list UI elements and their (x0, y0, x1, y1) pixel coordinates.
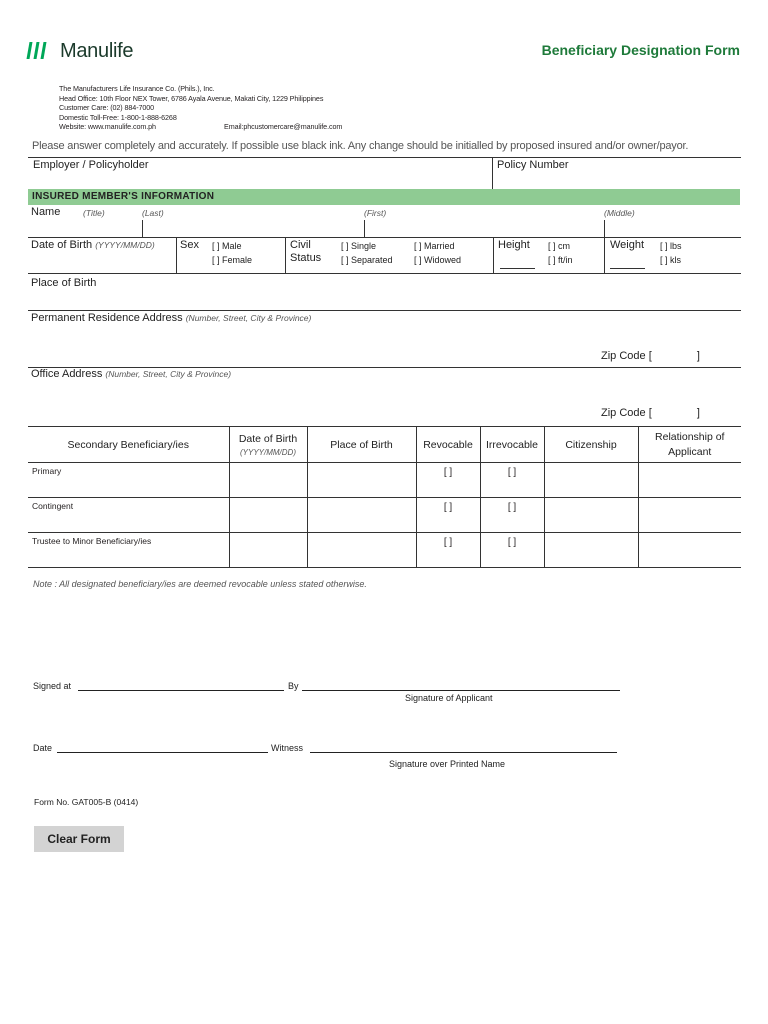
zip-close: ] (696, 350, 700, 362)
col-dob-label: Date of Birth (238, 432, 298, 445)
dob-format-hint: (YYYY/MM/DD) (95, 240, 155, 250)
form-title: Beneficiary Designation Form (541, 42, 740, 58)
weight-kls-option[interactable]: [ ] kls (660, 255, 682, 265)
irrevocable-checkbox[interactable]: [ ] (480, 533, 544, 568)
date-label: Date (33, 743, 53, 753)
table-row (28, 533, 741, 568)
instructions: Please answer completely and accurately. If possible use black ink. Any change should be initialled by proposed insured and/or owner/payor. (32, 140, 689, 152)
address-hint: (Number, Street, City & Province) (105, 369, 232, 379)
revocable-checkbox[interactable]: [ ] (416, 498, 480, 533)
head-office: Head Office: 10th Floor NEX Tower, 6786 Ayala Avenue, Makati City, 1229 Philippines (59, 93, 324, 103)
divider (28, 310, 741, 311)
by-label: By (288, 681, 299, 691)
clear-form-button[interactable]: Clear Form (34, 826, 124, 852)
dob-cell[interactable] (229, 463, 307, 498)
col-dob-format: (YYYY/MM/DD) (240, 447, 296, 457)
divider (28, 237, 741, 238)
citizenship-cell[interactable] (544, 463, 638, 498)
citizenship-cell[interactable] (544, 498, 638, 533)
revocable-checkbox[interactable]: [ ] (416, 533, 480, 568)
name-middle-hint: (Middle) (604, 208, 635, 218)
date-line[interactable] (57, 752, 268, 753)
form-number: Form No. GAT005-B (0414) (34, 797, 139, 807)
place-cell[interactable] (307, 498, 416, 533)
col-relationship: Relationship of Applicant (638, 427, 741, 463)
height-label: Height (498, 239, 530, 251)
civil-label-line1: Civil (290, 239, 311, 251)
sex-male-option[interactable]: [ ] Male (212, 241, 242, 251)
row-label: Primary (28, 463, 229, 498)
weight-label: Weight (610, 239, 645, 251)
divider (493, 237, 494, 273)
col-beneficiary: Secondary Beneficiary/ies (28, 427, 229, 463)
col-place-of-birth: Place of Birth (307, 427, 416, 463)
sex-label: Sex (180, 239, 199, 251)
divider (285, 237, 286, 273)
divider (364, 220, 365, 237)
height-input-line[interactable] (500, 268, 535, 269)
dob-cell[interactable] (229, 533, 307, 568)
civil-widowed-option[interactable]: [ ] Widowed (414, 255, 462, 265)
civil-married-option[interactable]: [ ] Married (414, 241, 455, 251)
divider (492, 157, 493, 189)
divider (604, 220, 605, 237)
name-last-hint: (Last) (142, 208, 164, 218)
divider (28, 273, 741, 274)
relationship-cell[interactable] (638, 498, 741, 533)
civil-single-option[interactable]: [ ] Single (341, 241, 377, 251)
customer-care: Customer Care: (02) 884-7000 (59, 103, 155, 113)
civil-separated-option[interactable]: [ ] Separated (341, 255, 393, 265)
logo-mark-icon (26, 42, 48, 60)
col-citizenship: Citizenship (544, 427, 638, 463)
divider (176, 237, 177, 273)
civil-label-line2: Status (290, 252, 322, 264)
residence-label-text: Permanent Residence Address (31, 312, 183, 324)
witness-signature-caption: Signature over Printed Name (389, 759, 506, 769)
row-label: Trustee to Minor Beneficiary/ies (28, 533, 229, 568)
divider (604, 237, 605, 273)
email: Email:phcustomercare@manulife.com (224, 122, 343, 131)
address-hint: (Number, Street, City & Province) (185, 313, 312, 323)
civil-status-label (290, 239, 321, 265)
col-irrevocable: Irrevocable (480, 427, 544, 463)
signed-at-line[interactable] (78, 690, 284, 691)
sex-female-option[interactable]: [ ] Female (212, 255, 253, 265)
witness-signature-line[interactable] (310, 752, 617, 753)
table-row (28, 498, 741, 533)
office-address-label (31, 368, 231, 380)
place-cell[interactable] (307, 463, 416, 498)
relationship-cell[interactable] (638, 533, 741, 568)
note: Note : All designated beneficiary/ies are deemed revocable unless stated otherwise. (33, 579, 367, 589)
manulife-logo (26, 41, 156, 63)
citizenship-cell[interactable] (544, 533, 638, 568)
office-zip-code[interactable] (601, 407, 700, 419)
policy-number-label: Policy Number (497, 159, 569, 171)
dob-label (31, 239, 155, 251)
section-title: INSURED MEMBER'S INFORMATION (32, 191, 215, 202)
height-ftin-option[interactable]: [ ] ft/in (548, 255, 573, 265)
employer-label: Employer / Policyholder (33, 159, 149, 171)
brand-name: Manulife (60, 40, 134, 62)
irrevocable-checkbox[interactable]: [ ] (480, 498, 544, 533)
dob-cell[interactable] (229, 498, 307, 533)
revocable-checkbox[interactable]: [ ] (416, 463, 480, 498)
applicant-signature-line[interactable] (302, 690, 620, 691)
zip-label: Zip Code [ (601, 407, 652, 419)
signed-at-label: Signed at (33, 681, 72, 691)
divider (142, 220, 143, 237)
height-cm-option[interactable]: [ ] cm (548, 241, 570, 251)
beneficiary-table (28, 426, 741, 568)
place-of-birth-label: Place of Birth (31, 277, 97, 289)
irrevocable-checkbox[interactable]: [ ] (480, 463, 544, 498)
residence-address-label (31, 312, 311, 324)
col-dob (229, 427, 307, 463)
table-header-row (28, 427, 741, 463)
dob-label-text: Date of Birth (31, 239, 93, 251)
table-row (28, 463, 741, 498)
zip-close: ] (696, 407, 700, 419)
website: Website: www.manulife.com.ph (59, 122, 156, 132)
applicant-signature-caption: Signature of Applicant (405, 693, 493, 703)
name-title-hint: (Title) (83, 208, 105, 218)
name-label: Name (31, 206, 61, 218)
zip-label: Zip Code [ (601, 350, 652, 362)
row-label: Contingent (28, 498, 229, 533)
place-cell[interactable] (307, 533, 416, 568)
col-revocable: Revocable (416, 427, 480, 463)
insured-section-header (28, 189, 740, 205)
relationship-cell[interactable] (638, 463, 741, 498)
residence-zip-code[interactable] (601, 350, 700, 362)
name-first-hint: (First) (364, 208, 387, 218)
witness-label: Witness (271, 743, 304, 753)
company-name: The Manufacturers Life Insurance Co. (Phils.), Inc. (59, 84, 215, 93)
weight-lbs-option[interactable]: [ ] lbs (660, 241, 682, 251)
divider (28, 157, 741, 158)
office-label-text: Office Address (31, 368, 103, 380)
weight-input-line[interactable] (610, 268, 645, 269)
toll-free: Domestic Toll-Free: 1-800-1-888-6268 (59, 112, 177, 122)
